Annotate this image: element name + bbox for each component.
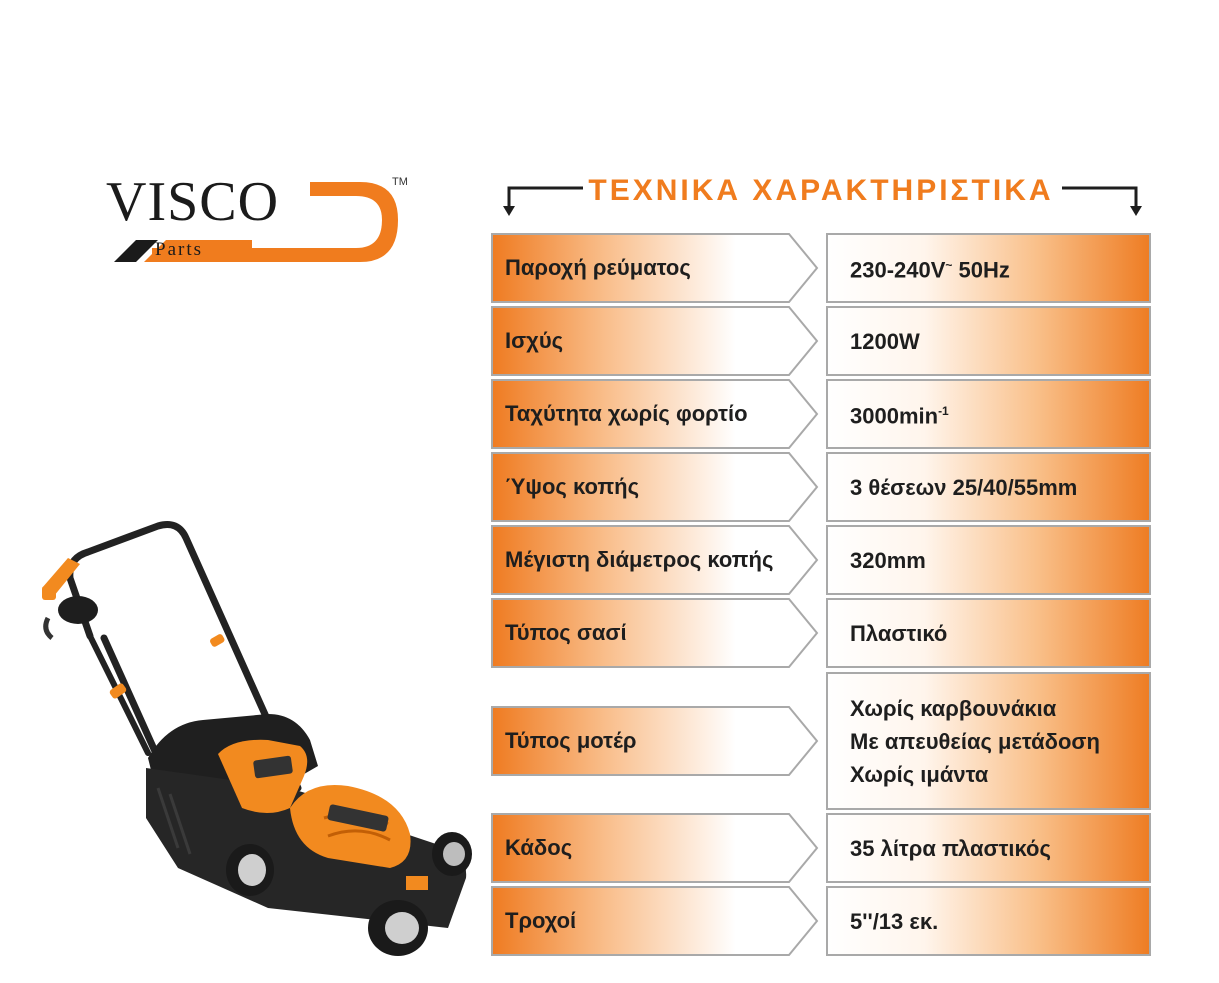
trademark-symbol: TM xyxy=(392,176,408,188)
spec-value: Πλαστικό xyxy=(826,598,1151,668)
right-bracket-arrow-icon xyxy=(1060,182,1144,218)
spec-row-no-load-speed xyxy=(491,379,1155,449)
spec-label: Κάδος xyxy=(505,835,573,860)
logo-sub-text: Parts xyxy=(155,239,203,260)
spec-value: Χωρίς καρβουνάκια Με απευθείας μετάδοση Χωρίς ιμάντα xyxy=(826,672,1151,810)
spec-row-bin xyxy=(491,813,1155,883)
spec-label-cell xyxy=(491,598,819,668)
spec-row-cutting-diameter xyxy=(491,525,1155,595)
spec-label-cell xyxy=(491,233,819,303)
spec-label: Παροχή ρεύματος xyxy=(505,255,691,280)
spec-row-power-supply xyxy=(491,233,1155,303)
spec-label: Μέγιστη διάμετρος κοπής xyxy=(505,547,774,572)
spec-value: 1200W xyxy=(826,306,1151,376)
spec-row-motor-type xyxy=(491,672,1155,810)
spec-value: 230-240V~ 50Hz xyxy=(826,233,1151,303)
spec-label-cell xyxy=(491,452,819,522)
spec-label-cell xyxy=(491,379,819,449)
spec-label: Ταχύτητα χωρίς φορτίο xyxy=(505,401,748,426)
spec-label-cell xyxy=(491,886,819,956)
spec-value: 5''/13 εκ. xyxy=(826,886,1151,956)
spec-label-cell xyxy=(491,706,819,776)
spec-value: 320mm xyxy=(826,525,1151,595)
left-bracket-arrow-icon xyxy=(503,182,585,218)
spec-value: 3 θέσεων 25/40/55mm xyxy=(826,452,1151,522)
spec-label: Ύψος κοπής xyxy=(505,474,640,499)
spec-label: Τροχοί xyxy=(505,908,577,933)
spec-value: $3000\min^{-1}$ xyxy=(826,379,1151,449)
spec-row-cutting-height xyxy=(491,452,1155,522)
spec-row-chassis-type xyxy=(491,598,1155,668)
spec-label: Ισχύς xyxy=(505,328,564,353)
page-title: ΤΕΧΝΙΚΑ ΧΑΡΑΚΤΗΡΙΣΤΙΚΑ xyxy=(588,174,1054,207)
spec-label-cell xyxy=(491,306,819,376)
spec-label-cell xyxy=(491,525,819,595)
spec-value: 35 λίτρα πλαστικός xyxy=(826,813,1151,883)
brand-logo xyxy=(92,171,422,274)
spec-row-wheels xyxy=(491,886,1155,956)
spec-label: Τύπος μοτέρ xyxy=(505,728,637,753)
logo-brand-text: VISCO xyxy=(106,171,280,233)
spec-row-power xyxy=(491,306,1155,376)
lawn-mower-image xyxy=(28,518,478,958)
spec-label-cell xyxy=(491,813,819,883)
spec-label: Τύπος σασί xyxy=(505,620,627,645)
